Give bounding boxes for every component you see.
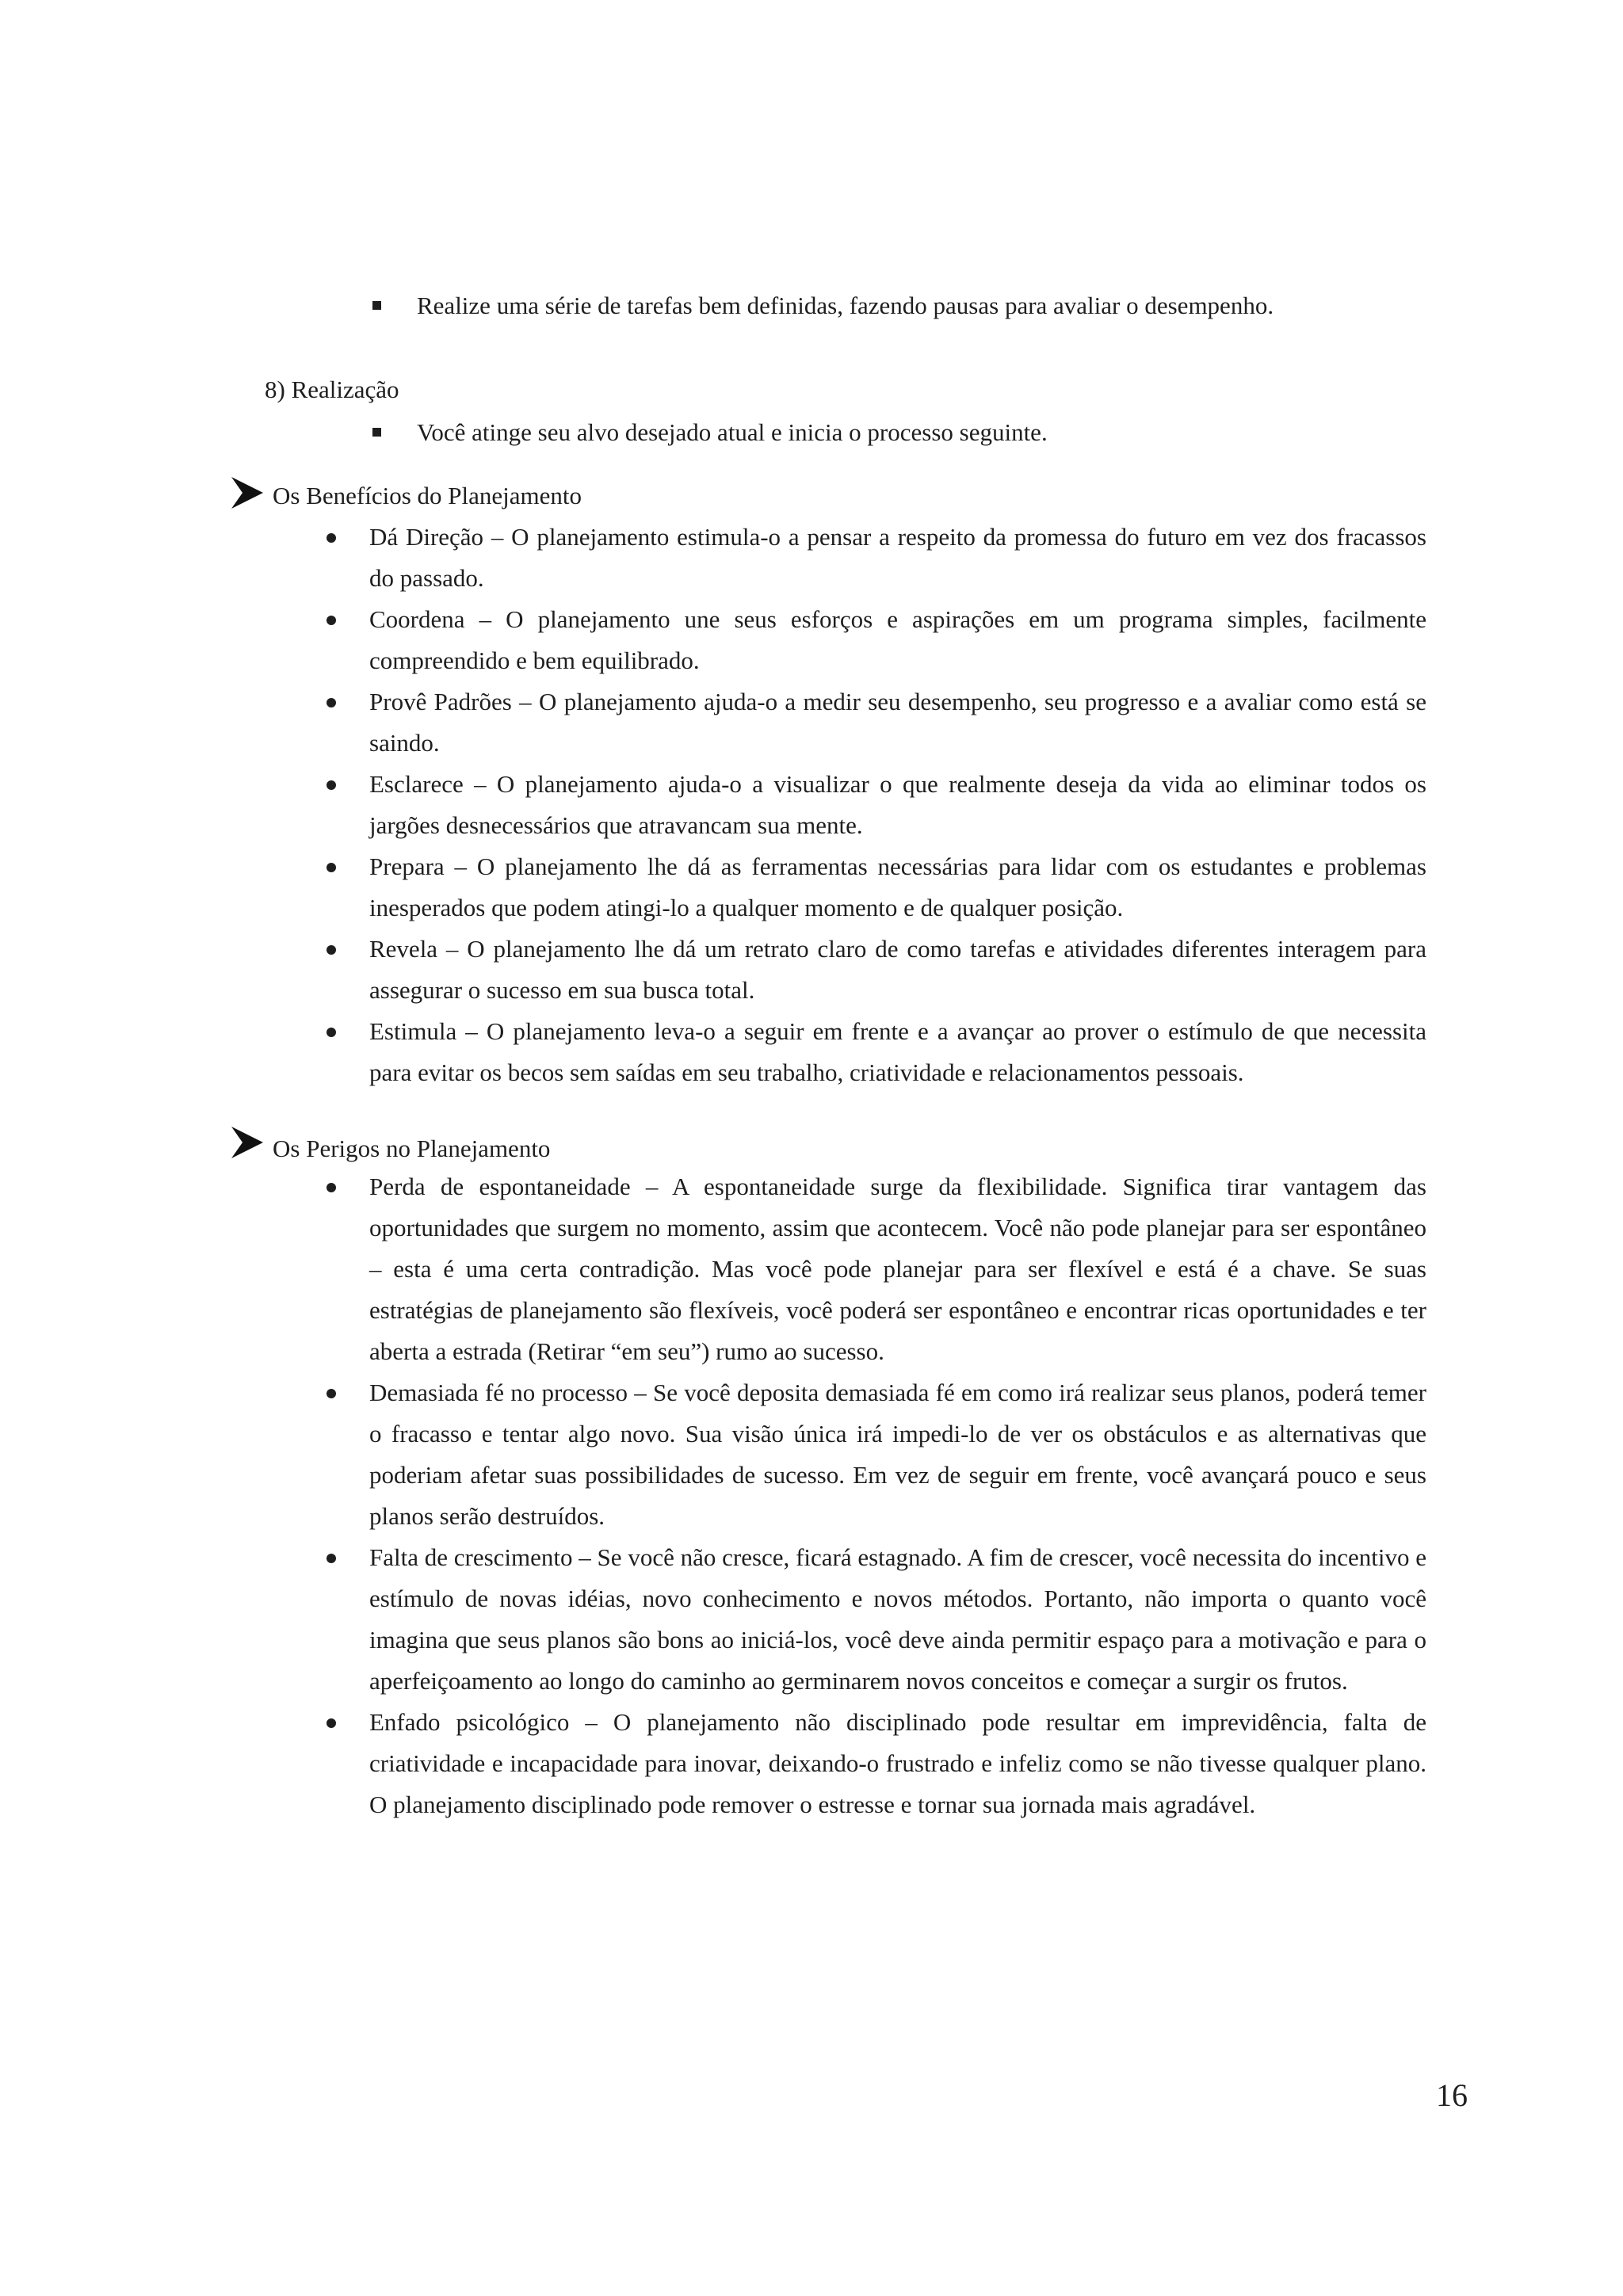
list-item: Falta de crescimento – Se você não cresce, ficará estagnado. A fim de crescer, você necessita do incentivo e estímulo de novas idéias, novo conhecimento e novos métodos. Portanto, não importa o quanto você imagina que seus planos são bons ao iniciá-los, você deve ainda permitir espaço para a motivação e para o aperfeiçoamento ao longo do caminho ao germinarem novos conceitos e começar a surgir os frutos. (317, 1537, 1426, 1702)
step-8-item-text: Você atinge seu alvo desejado atual e inicia o processo seguinte. (417, 418, 1048, 446)
dot-bullet-icon (327, 780, 336, 790)
step-8-item (372, 412, 1482, 453)
dot-bullet-icon (327, 1554, 336, 1563)
list-item: Dá Direção – O planejamento estimula-o a pensar a respeito da promessa do futuro em vez dos fracassos do passado. (317, 517, 1426, 599)
dot-bullet-icon (327, 698, 336, 707)
dangers-heading (230, 1123, 943, 1168)
top-list-item (372, 285, 1482, 326)
list-item: Estimula – O planejamento leva-o a seguir em frente e a avançar ao prover o estímulo de que necessita para evitar os becos sem saídas em seu trabalho, criatividade e relacionamentos pessoais. (317, 1011, 1426, 1093)
arrowhead-bullet-icon (230, 1125, 265, 1160)
square-bullet-icon (372, 301, 381, 310)
list-item: Enfado psicológico – O planejamento não disciplinado pode resultar em imprevidência, falta de criatividade e incapacidade para inovar, deixando-o frustrado e infeliz como se não tivesse qualquer plano. O planejamento disciplinado pode remover o estresse e tornar sua jornada mais agradável. (317, 1702, 1426, 1825)
list-item: Provê Padrões – O planejamento ajuda-o a medir seu desempenho, seu progresso e a avaliar como está se saindo. (317, 681, 1426, 764)
dot-bullet-icon (327, 945, 336, 955)
dot-bullet-icon (327, 863, 336, 872)
benefits-heading (230, 474, 943, 518)
dangers-list (317, 1166, 1426, 1825)
benefits-list (317, 517, 1426, 1093)
dot-bullet-icon (327, 616, 336, 625)
dot-bullet-icon (327, 1028, 336, 1037)
list-item: Esclarece – O planejamento ajuda-o a visualizar o que realmente deseja da vida ao eliminar todos os jargões desnecessários que atravancam sua mente. (317, 764, 1426, 846)
dot-bullet-icon (327, 533, 336, 543)
dot-bullet-icon (327, 1718, 336, 1728)
list-item: Revela – O planejamento lhe dá um retrato claro de como tarefas e atividades diferentes interagem para assegurar o sucesso em sua busca total. (317, 929, 1426, 1011)
page-number: 16 (1436, 2077, 1468, 2113)
dot-bullet-icon (327, 1389, 336, 1398)
dot-bullet-icon (327, 1183, 336, 1192)
list-item: Prepara – O planejamento lhe dá as ferramentas necessárias para lidar com os estudantes e problemas inesperados que podem atingi-lo a qualquer momento e de qualquer posição. (317, 846, 1426, 929)
list-item: Coordena – O planejamento une seus esforços e aspirações em um programa simples, facilmente compreendido e bem equilibrado. (317, 599, 1426, 681)
arrowhead-bullet-icon (230, 475, 265, 510)
dangers-heading-text: Os Perigos no Planejamento (273, 1135, 551, 1162)
top-item-text: Realize uma série de tarefas bem definidas, fazendo pausas para avaliar o desempenho. (417, 292, 1274, 319)
benefits-heading-text: Os Benefícios do Planejamento (273, 482, 582, 509)
list-item: Perda de espontaneidade – A espontaneidade surge da flexibilidade. Significa tirar vantagem das oportunidades que surgem no momento, assim que acontecem. Você não pode planejar para ser espontâneo – esta é uma certa contradição. Mas você pode planejar para ser flexível e está é a chave. Se suas estratégias de planejamento são flexíveis, você poderá ser espontâneo e encontrar ricas oportunidades e ter aberta a estrada (Retirar “em seu”) rumo ao sucesso. (317, 1166, 1426, 1372)
list-item: Demasiada fé no processo – Se você deposita demasiada fé em como irá realizar seus planos, poderá temer o fracasso e tentar algo novo. Sua visão única irá impedi-lo de ver os obstáculos e as alternativas que poderiam afetar suas possibilidades de sucesso. Em vez de seguir em frente, você avançará pouco e seus planos serão destruídos. (317, 1372, 1426, 1537)
step-8-label: 8) Realização (265, 376, 399, 403)
square-bullet-icon (372, 428, 381, 437)
